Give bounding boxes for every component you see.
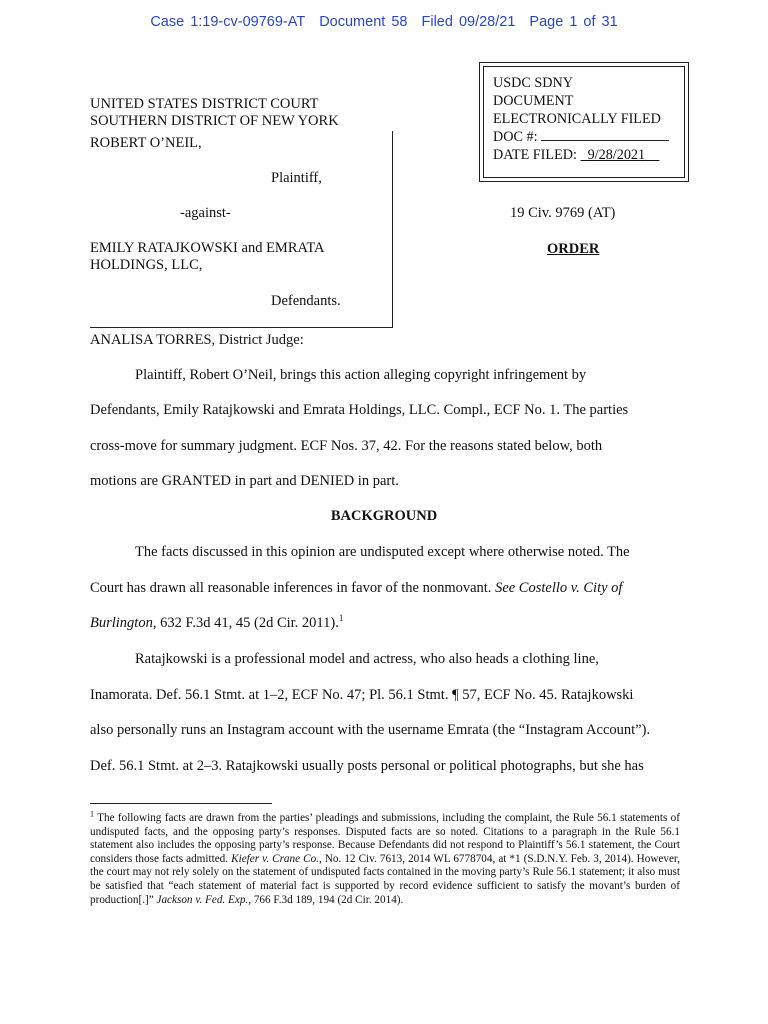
stamp-line-document: DOCUMENT	[493, 93, 574, 109]
stamp-date-filed	[493, 146, 684, 164]
footnote-divider	[90, 803, 272, 804]
para3-line1: Ratajkowski is a professional model and actress, who also heads a clothing line,	[135, 651, 599, 667]
footnote-1: $^1$ The following facts are drawn from the parties’ pleadings and submissions, including the complaint, the Rule 56.1 statements of undisputed facts, and the opposing party’s responses. Disputed facts are so noted. Citations to a paragraph in the Rule 56.1 statement also includes the opposing party’s response. Because Defendants did not respond to Plaintiff’s 56.1 statement, the Court considers those facts admitted. Kiefer v. Crane Co., No. 12 Civ. 7613, 2014 WL 6778704, at *1 (S.D.N.Y. Feb. 3, 2014). However, the court may not rely solely on the statement of undisputed facts contained in the moving party’s Rule 56.1 statement; it also must be satisfied that “each statement of material fact is supported by record evidence sufficient to satisfy the movant’s burden of production[.]” Jackson v. Fed. Exp., 766 F.3d 189, 194 (2d Cir. 2014).	[90, 809, 681, 906]
document-type: ORDER	[547, 241, 600, 257]
court-line-1: UNITED STATES DISTRICT COURT	[90, 96, 319, 112]
against-label: -against-	[180, 205, 231, 221]
plaintiff-role: Plaintiff,	[271, 170, 322, 186]
para1-line1: Plaintiff, Robert O’Neil, brings this action alleging copyright infringement by	[135, 367, 587, 383]
filed-date: Filed 09/28/21	[421, 14, 516, 30]
para2-line1: The facts discussed in this opinion are undisputed except where otherwise noted. The	[135, 544, 630, 560]
para1-line4: motions are GRANTED in part and DENIED in part.	[90, 473, 399, 489]
para2-line2: Court has drawn all reasonable inferences in favor of the nonmovant. See Costello v. City of	[90, 580, 623, 596]
court-name	[90, 96, 339, 130]
stamp-line-usdc: USDC SDNY	[493, 75, 574, 91]
judge-line: ANALISA TORRES, District Judge:	[90, 332, 304, 348]
para2-line3: Burlington, 632 F.3d 41, 45 (2d Cir. 2011).$^1$	[90, 613, 344, 631]
stamp-line-electronic: ELECTRONICALLY FILED	[493, 111, 661, 127]
stamp-date-label: DATE FILED:	[493, 147, 577, 163]
filing-stamp	[479, 62, 689, 182]
stamp-doc-label: DOC #:	[493, 129, 538, 145]
case-citation-kiefer: Kiefer v. Crane Co.	[231, 852, 319, 865]
footnote-marker: 1	[90, 809, 94, 819]
case-number: Case 1:19-cv-09769-AT	[150, 14, 306, 30]
caption-box	[90, 131, 393, 328]
stamp-doc-blank	[541, 129, 669, 141]
case-citation-costello: See Costello v. City of	[495, 580, 623, 596]
page-indicator: Page 1 of 31	[529, 14, 618, 30]
para3-line4: Def. 56.1 Stmt. at 2–3. Ratajkowski usually posts personal or political photographs, but she has	[90, 758, 644, 774]
case-citation-jackson: Jackson v. Fed. Exp.	[156, 893, 249, 906]
para1-line2: Defendants, Emily Ratajkowski and Emrata Holdings, LLC. Compl., ECF No. 1. The parties	[90, 402, 629, 418]
background-heading: BACKGROUND	[330, 508, 438, 524]
para3-line3: also personally runs an Instagram account with the username Emrata (the “Instagram Account”).	[90, 722, 651, 738]
court-line-2: SOUTHERN DISTRICT OF NEW YORK	[90, 113, 339, 129]
civil-case-number: 19 Civ. 9769 (AT)	[510, 205, 616, 221]
footnote-reference: 1	[338, 613, 344, 624]
para1-line3: cross-move for summary judgment. ECF Nos. 37, 42. For the reasons stated below, both	[90, 438, 603, 454]
document-number: Document 58	[319, 14, 408, 30]
defendants-role: Defendants.	[271, 293, 341, 309]
stamp-doc-number	[493, 128, 684, 146]
filing-header	[0, 14, 768, 30]
para3-line2: Inamorata. Def. 56.1 Stmt. at 1–2, ECF No. 47; Pl. 56.1 Stmt. ¶ 57, ECF No. 45. Ratajkowski	[90, 687, 634, 703]
defendants-names: EMILY RATAJKOWSKI and EMRATA HOLDINGS, LLC,	[90, 240, 325, 273]
stamp-date-value: 9/28/2021	[587, 147, 646, 163]
plaintiff-name: ROBERT O’NEIL,	[90, 135, 202, 151]
